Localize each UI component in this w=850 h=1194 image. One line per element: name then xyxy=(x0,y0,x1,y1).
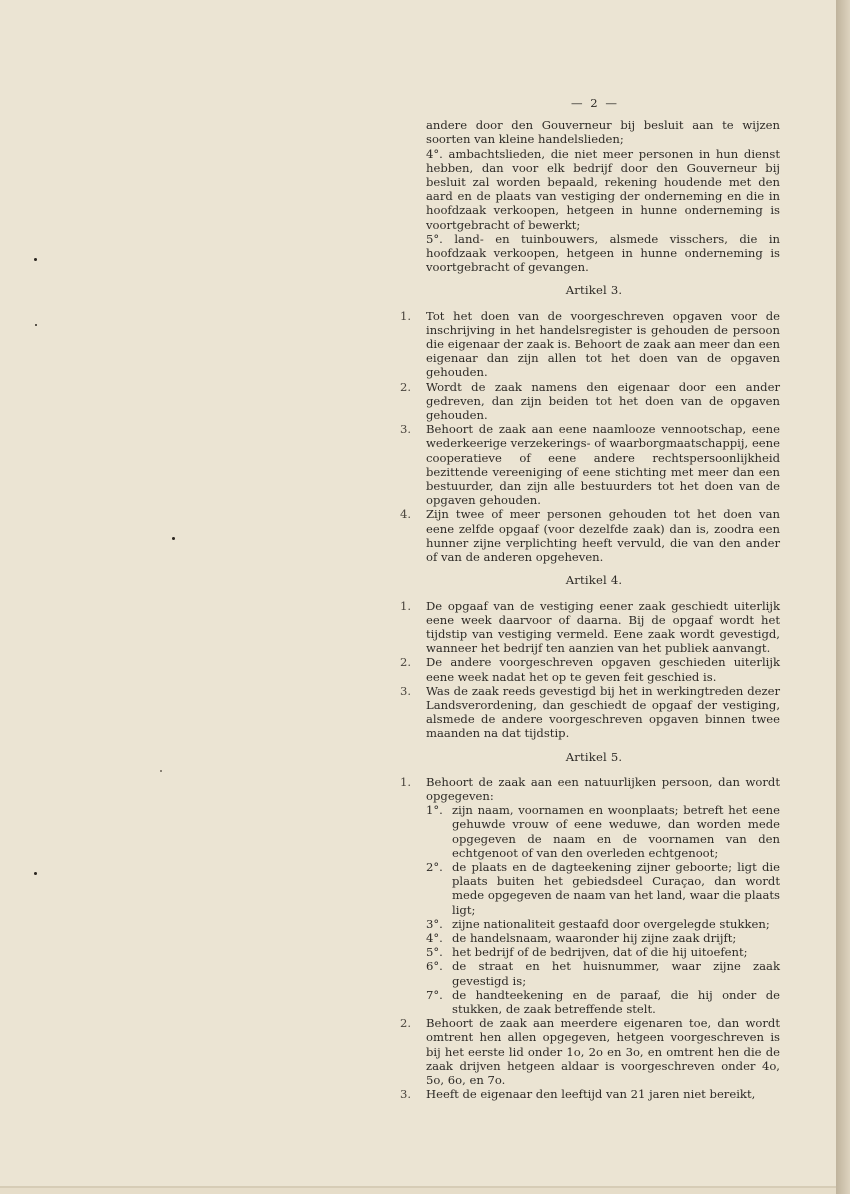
list-item xyxy=(398,309,780,380)
sub-list-item xyxy=(426,988,780,1016)
list-item xyxy=(398,1016,780,1087)
item-number: 3. xyxy=(400,683,412,698)
list-item xyxy=(398,380,780,423)
sub-item-text: de straat en het huisnummer, waar zijne zaak gevestigd is; xyxy=(452,959,780,988)
sub-list-item xyxy=(426,803,780,860)
list-item xyxy=(398,775,780,1016)
article-list xyxy=(398,309,780,565)
speck-mark xyxy=(172,537,175,540)
item-number: 1. xyxy=(400,308,412,323)
sub-item-text: zijne nationaliteit gestaafd door overgelegde stukken; xyxy=(452,916,770,931)
text-column xyxy=(398,96,780,1101)
sub-item-number: 2°. xyxy=(426,859,443,874)
intro-paragraph: 4°. ambachtslieden, die niet meer personen in hun dienst hebben, dan voor elk bedrijf door den Gouverneur bij besluit zal worden bepaald, rekening houdende met den aard en de plaats van vestiging der onderneming en die in hoofdzaak verkoopen, hetgeen in hunne onderneming is voortgebracht of bewerkt; xyxy=(426,146,780,232)
sub-item-number: 3°. xyxy=(426,916,443,931)
item-number: 3. xyxy=(400,422,412,437)
sub-item-number: 6°. xyxy=(426,959,443,974)
item-number: 3. xyxy=(400,1087,412,1102)
sub-list-item xyxy=(426,931,780,945)
speck-mark xyxy=(34,872,37,875)
item-number: 2. xyxy=(400,655,412,670)
article-heading: Artikel 5. xyxy=(565,749,623,764)
intro-paragraph: 5°. land- en tuinbouwers, alsmede visschers, die in hoofdzaak verkoopen, hetgeen in hunne onderneming is voortgebracht of gevangen. xyxy=(426,231,780,275)
item-text: Behoort de zaak aan eene naamlooze vennootschap, eene wederkeerige verzekerings- of waarborgmaatschappij, eene cooperatieve of eene andere rechtspersoonlijkheid bezittende vereeniging of eene stichting met meer dan een bestuurder, dan zijn alle bestuurders tot het doen van de opgaven gehouden. xyxy=(426,422,780,508)
speck-mark xyxy=(34,258,37,261)
speck-mark xyxy=(160,770,162,772)
sub-item-number: 4°. xyxy=(426,930,443,945)
sub-list-item xyxy=(426,959,780,987)
item-text: De opgaaf van de vestiging eener zaak geschiedt uiterlijk eene week daarvoor of daarna. Bij de opgaaf wordt het tijdstip van vestiging vermeld. Eene zaak wordt gevestigd, wanneer het bedrijf ten aanzien van het publiek aanvangt. xyxy=(426,598,780,656)
page-number: — 2 — xyxy=(571,96,619,110)
article-heading: Artikel 4. xyxy=(565,573,623,588)
page-edge xyxy=(836,0,850,1194)
item-body xyxy=(426,775,780,1016)
sub-item-number: 1°. xyxy=(426,803,443,818)
sub-list-item xyxy=(426,917,780,931)
list-item xyxy=(398,507,780,564)
item-text: Heeft de eigenaar den leeftijd van 21 jaren niet bereikt, xyxy=(426,1087,756,1102)
sub-item-text: de handteekening en de paraaf, die hij onder de stukken, de zaak betreffende stelt. xyxy=(452,987,780,1016)
item-number: 4. xyxy=(400,507,412,522)
list-item xyxy=(398,684,780,741)
item-text: Zijn twee of meer personen gehouden tot het doen van eene zelfde opgaaf (voor dezelfde zaak) dan is, zoodra een hunner zijne verplichting heeft vervuld, die van den ander of van de anderen opgeheven. xyxy=(426,507,780,565)
list-item xyxy=(398,1087,780,1101)
list-item xyxy=(398,599,780,656)
list-item xyxy=(398,422,780,507)
item-text: Behoort de zaak aan een natuurlijken persoon, dan wordt opgegeven: xyxy=(426,774,780,803)
sub-item-text: zijn naam, voornamen en woonplaats; betreft het eene gehuwde vrouw of eene weduwe, dan worden mede opgegeven de naam en de voornamen van den echtgenoot of van den overleden echtgenoot; xyxy=(452,803,780,860)
sub-list-item xyxy=(426,860,780,917)
speck-mark xyxy=(35,324,37,326)
sub-item-number: 7°. xyxy=(426,987,443,1002)
sub-item-text: het bedrijf of de bedrijven, dat of die hij uitoefent; xyxy=(452,945,748,960)
article-heading: Artikel 3. xyxy=(565,283,623,298)
item-number: 1. xyxy=(400,598,412,613)
item-number: 2. xyxy=(400,379,412,394)
item-number: 2. xyxy=(400,1016,412,1031)
sub-item-text: de handelsnaam, waaronder hij zijne zaak drijft; xyxy=(452,930,737,945)
item-text: Was de zaak reeds gevestigd bij het in werkingtreden dezer Landsverordening, dan geschiedt de opgaaf der vestiging, alsmede de andere voorgeschreven opgaven binnen twee maanden na dat tijdstip. xyxy=(426,683,780,741)
article-list xyxy=(398,775,780,1102)
sub-item-number: 5°. xyxy=(426,945,443,960)
sub-list-item xyxy=(426,945,780,959)
item-text: Behoort de zaak aan meerdere eigenaren toe, dan wordt omtrent hen allen opgegeven, hetgeen voorgeschreven is bij het eerste lid onder 1o, 2o en 3o, en omtrent hen die de zaak drijven hetgeen aldaar is voorgeschreven onder 4o, 5o, 6o, en 7o. xyxy=(426,1016,780,1087)
list-item xyxy=(398,655,780,683)
intro-paragraph: andere door den Gouverneur bij besluit aan te wijzen soorten van kleine handelslieden; xyxy=(426,118,780,147)
item-text: De andere voorgeschreven opgaven geschieden uiterlijk eene week nadat het op te geven feit geschied is. xyxy=(426,655,780,684)
item-number: 1. xyxy=(400,774,412,789)
item-text: Wordt de zaak namens den eigenaar door een ander gedreven, dan zijn beiden tot het doen van de opgaven gehouden. xyxy=(426,379,780,423)
article-list xyxy=(398,599,780,741)
item-text: Tot het doen van de voorgeschreven opgaven voor de inschrijving in het handelsregister is gehouden de persoon die eigenaar der zaak is. Behoort de zaak aan meer dan een eigenaar dan zijn allen tot het doen van de opgaven gehouden. xyxy=(426,308,780,380)
sub-item-text: de plaats en de dagteekening zijner geboorte; ligt die plaats buiten het gebiedsdeel Curaçao, dan wordt mede opgegeven de naam van het land, waar die plaats ligt; xyxy=(452,859,780,917)
